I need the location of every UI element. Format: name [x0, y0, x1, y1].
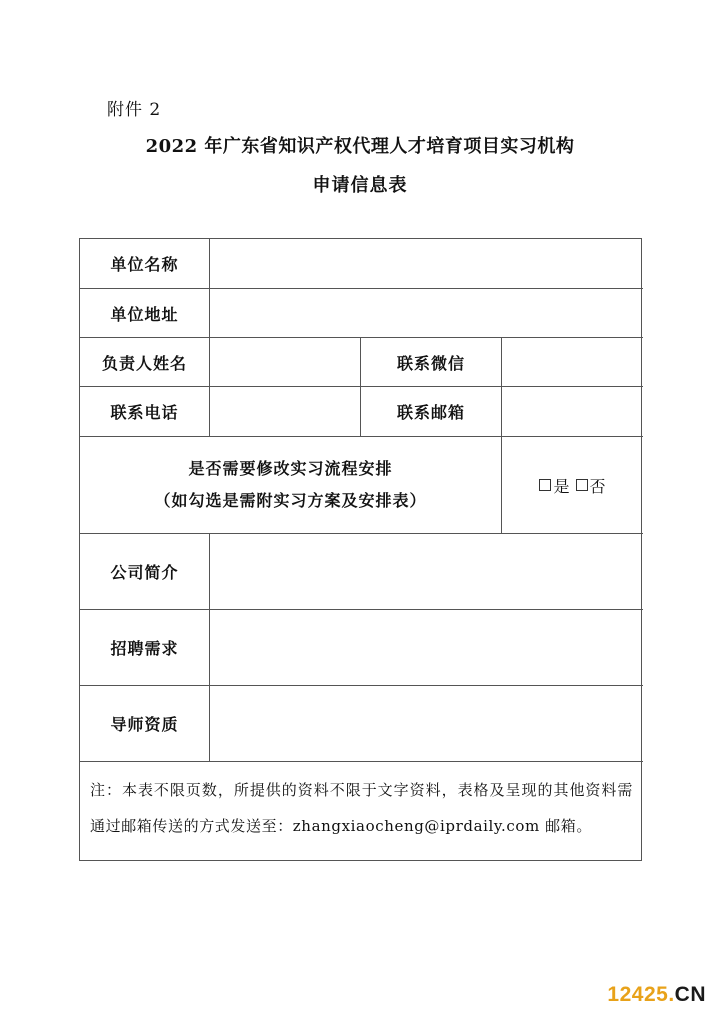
note-cell: [80, 762, 643, 860]
no-checkbox[interactable]: [576, 479, 588, 491]
person-in-charge-label: 负责人姓名: [80, 338, 210, 387]
email-label: 联系邮箱: [361, 387, 502, 437]
phone-label: 联系电话: [80, 387, 210, 437]
phone-field[interactable]: [210, 387, 361, 437]
wechat-label: 联系微信: [361, 338, 502, 387]
watermark-dot: .: [668, 983, 675, 1006]
company-intro-label: 公司简介: [80, 534, 210, 610]
modify-question-line1: 是否需要修改实习流程安排: [188, 459, 393, 478]
recruit-needs-label: 招聘需求: [80, 610, 210, 686]
org-address-label: 单位地址: [80, 289, 210, 338]
option-yes-label: 是: [553, 476, 570, 496]
recruit-needs-field[interactable]: [210, 610, 643, 686]
modify-question-line2: （如勾选是需附实习方案及安排表）: [154, 491, 427, 510]
mentor-qual-field[interactable]: [210, 686, 643, 762]
org-address-field[interactable]: [210, 289, 643, 338]
watermark-digits: 12425: [607, 983, 669, 1006]
option-yes[interactable]: [539, 474, 569, 497]
yes-checkbox[interactable]: [539, 479, 551, 491]
company-intro-field[interactable]: [210, 534, 643, 610]
attachment-label: 附件 2: [107, 100, 162, 120]
wechat-field[interactable]: [502, 338, 643, 387]
option-no[interactable]: [576, 474, 606, 497]
org-name-field[interactable]: [210, 239, 643, 289]
mentor-qual-label: 导师资质: [80, 686, 210, 762]
document-title-line1: 2022 年广东省知识产权代理人才培育项目实习机构: [145, 136, 575, 157]
site-watermark: [607, 983, 706, 1007]
modify-schedule-options: [502, 437, 643, 534]
email-field[interactable]: [502, 387, 643, 437]
application-form-table: [79, 238, 642, 861]
modify-schedule-question: [80, 437, 502, 534]
watermark-suffix: CN: [674, 983, 706, 1006]
org-name-label: 单位名称: [80, 239, 210, 289]
option-no-label: 否: [589, 476, 606, 496]
note-text: 注：本表不限页数，所提供的资料不限于文字资料，表格及呈现的其他资料需通过邮箱传送的方式发送至：zhangxiaocheng@iprdaily.com 邮箱。: [90, 781, 633, 835]
person-in-charge-field[interactable]: [210, 338, 361, 387]
document-title-line2: 申请信息表: [312, 175, 408, 196]
